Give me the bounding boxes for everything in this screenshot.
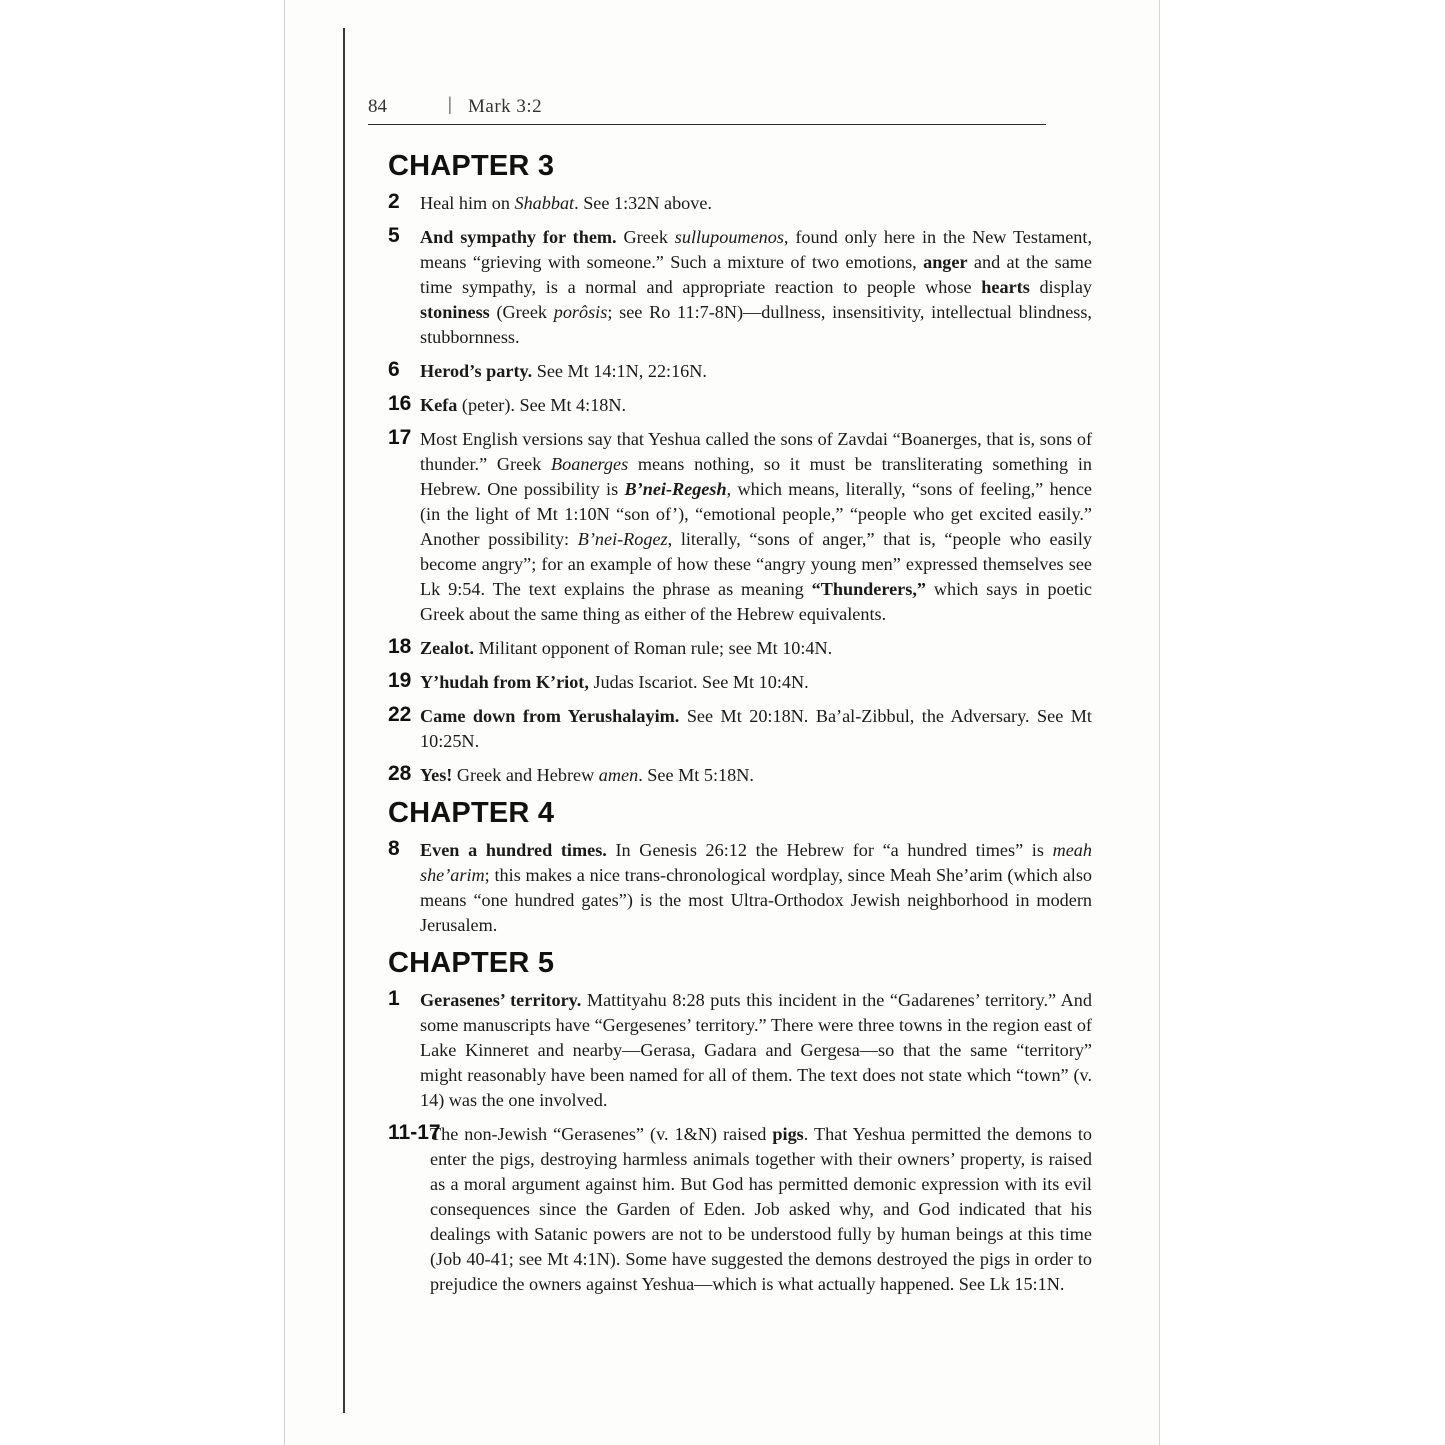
- verse-note: [388, 704, 1092, 754]
- gutter-rule: [343, 28, 345, 1413]
- note-text: . See 1:32N above.: [574, 193, 712, 213]
- verse-number: 19: [388, 669, 412, 692]
- note-text: The non-Jewish “Gerasenes” (v. 1&N) raised: [430, 1124, 773, 1144]
- note-text: ; see Ro 11:7-8N)—dullness, insensitivity, intellectual blindness, stubbornness.: [420, 302, 1092, 347]
- note-text: ; this makes a nice trans-chronological wordplay, since Meah She’arim (which also means “one hundred gates”) is the most Ultra-Orthodox Jewish neighborhood in modern Jerusalem.: [420, 865, 1092, 935]
- verse-number: 11-17: [388, 1121, 441, 1144]
- verse-note: [388, 225, 1092, 350]
- note-text: In Genesis 26:12 the Hebrew for “a hundred times” is: [606, 840, 1053, 860]
- commentary-body: [388, 150, 1092, 1306]
- emphasis-text: amen: [598, 765, 639, 785]
- running-header: [368, 94, 1046, 125]
- note-text: Judas Iscariot. See Mt 10:4N.: [588, 672, 809, 692]
- note-text: , found only here in the New Testament, means “grieving with someone.” Such a mixture of two emotions,: [420, 227, 1093, 272]
- chapter-heading: CHAPTER 3: [388, 150, 555, 182]
- verse-note: [388, 359, 1092, 384]
- note-text: Militant opponent of Roman rule; see Mt 10:4N.: [474, 638, 833, 658]
- emphasis-text: Herod’s party.: [420, 361, 533, 381]
- page-number: 84: [368, 96, 387, 117]
- emphasis-text: Kefa: [420, 395, 458, 415]
- verse-note: [388, 1122, 1092, 1297]
- verse-number: 2: [388, 190, 400, 213]
- note-text: display: [1029, 277, 1092, 297]
- note-text: , literally, “sons of anger,” that is, “people who easily become angry”; for an example of how these “angry young men” expressed themselves see Lk 9:54. The text explains the phrase as meaning: [420, 529, 1092, 599]
- emphasis-text: Gerasenes’ territory.: [420, 990, 582, 1010]
- note-text: which says in poetic Greek about the same thing as either of the Hebrew equivalents.: [420, 579, 1092, 624]
- header-reference: Mark 3:2: [468, 96, 543, 117]
- emphasis-text: B’nei-Regesh: [624, 479, 727, 499]
- note-text: . See Mt 5:18N.: [638, 765, 754, 785]
- verse-number: 17: [388, 426, 412, 449]
- verse-number: 28: [388, 762, 412, 785]
- header-separator: |: [448, 94, 452, 115]
- emphasis-text: Boanerges: [551, 454, 629, 474]
- emphasis-text: Came down from Yerushalayim.: [420, 706, 680, 726]
- verse-number: 18: [388, 635, 412, 658]
- emphasis-text: meah she’arim: [420, 840, 1092, 885]
- emphasis-text: hearts: [981, 277, 1030, 297]
- emphasis-text: Y’hudah from K’riot,: [420, 672, 589, 692]
- verse-note: [388, 988, 1092, 1113]
- emphasis-text: B’nei-Rogez: [577, 529, 668, 549]
- verse-number: 1: [388, 987, 400, 1010]
- note-text: (Greek: [489, 302, 554, 322]
- verse-number: 16: [388, 392, 412, 415]
- verse-note: [388, 763, 1092, 788]
- verse-number: 5: [388, 224, 400, 247]
- emphasis-text: And sympathy for them.: [420, 227, 617, 247]
- emphasis-text: Yes!: [420, 765, 453, 785]
- verse-note: [388, 393, 1092, 418]
- note-text: Most English versions say that Yeshua called the sons of Zavdai “Boanerges, that is, sons of thunder.” Greek: [420, 429, 1092, 474]
- note-text: Mattityahu 8:28 puts this incident in the “Gadarenes’ territory.” And some manuscripts have “Gergesenes’ territory.” There were three towns in the region east of Lake Kinneret and nearby—Gerasa, Gadara and Gergesa—so that the same “territory” might reasonably have been named for all of them. The text does not state which “town” (v. 14) was the one involved.: [420, 990, 1092, 1110]
- note-text: See Mt 14:1N, 22:16N.: [532, 361, 707, 381]
- note-text: . That Yeshua permitted the demons to enter the pigs, destroying harmless animals together with their owners’ property, is raised as a moral argument against him. But God has permitted demonic expression with its evil consequences since the Garden of Eden. Job asked why, and God indicated that his dealings with Satanic powers are not to be understood fully by human beings at this time (Job 40-41; see Mt 4:1N). Some have suggested the demons destroyed the pigs in order to prejudice the owners against Yeshua—which is what actually happened. See Lk 15:1N.: [430, 1124, 1093, 1294]
- emphasis-text: anger: [923, 252, 968, 272]
- note-text: and at the same time sympathy, is a normal and appropriate reaction to people whose: [420, 252, 1092, 297]
- emphasis-text: Shabbat: [514, 193, 575, 213]
- verse-number: 6: [388, 358, 400, 381]
- note-text: Heal him on: [420, 193, 515, 213]
- chapter-heading: CHAPTER 4: [388, 797, 555, 829]
- emphasis-text: porôsis: [553, 302, 608, 322]
- emphasis-text: stoniness: [420, 302, 490, 322]
- verse-note: [388, 670, 1092, 695]
- verse-note: [388, 427, 1092, 627]
- note-text: means nothing, so it must be transliterating something in Hebrew. One possibility is: [420, 454, 1092, 499]
- emphasis-text: sullupoumenos: [674, 227, 784, 247]
- verse-number: 8: [388, 837, 400, 860]
- verse-number: 22: [388, 703, 412, 726]
- emphasis-text: “Thunderers,”: [811, 579, 926, 599]
- note-text: , which means, literally, “sons of feeling,” hence (in the light of Mt 1:10N “son of’), “emotional people,” “people who get excited easily.” Another possibility:: [420, 479, 1092, 549]
- note-text: Greek: [616, 227, 675, 247]
- chapter-heading: CHAPTER 5: [388, 947, 555, 979]
- note-text: Greek and Hebrew: [452, 765, 599, 785]
- note-text: (peter). See Mt 4:18N.: [457, 395, 627, 415]
- verse-note: [388, 838, 1092, 938]
- verse-note: [388, 191, 1092, 216]
- emphasis-text: Even a hundred times.: [420, 840, 607, 860]
- note-text: See Mt 20:18N. Ba’al-Zibbul, the Adversary. See Mt 10:25N.: [420, 706, 1092, 751]
- verse-note: [388, 636, 1092, 661]
- emphasis-text: pigs: [772, 1124, 804, 1144]
- emphasis-text: Zealot.: [420, 638, 475, 658]
